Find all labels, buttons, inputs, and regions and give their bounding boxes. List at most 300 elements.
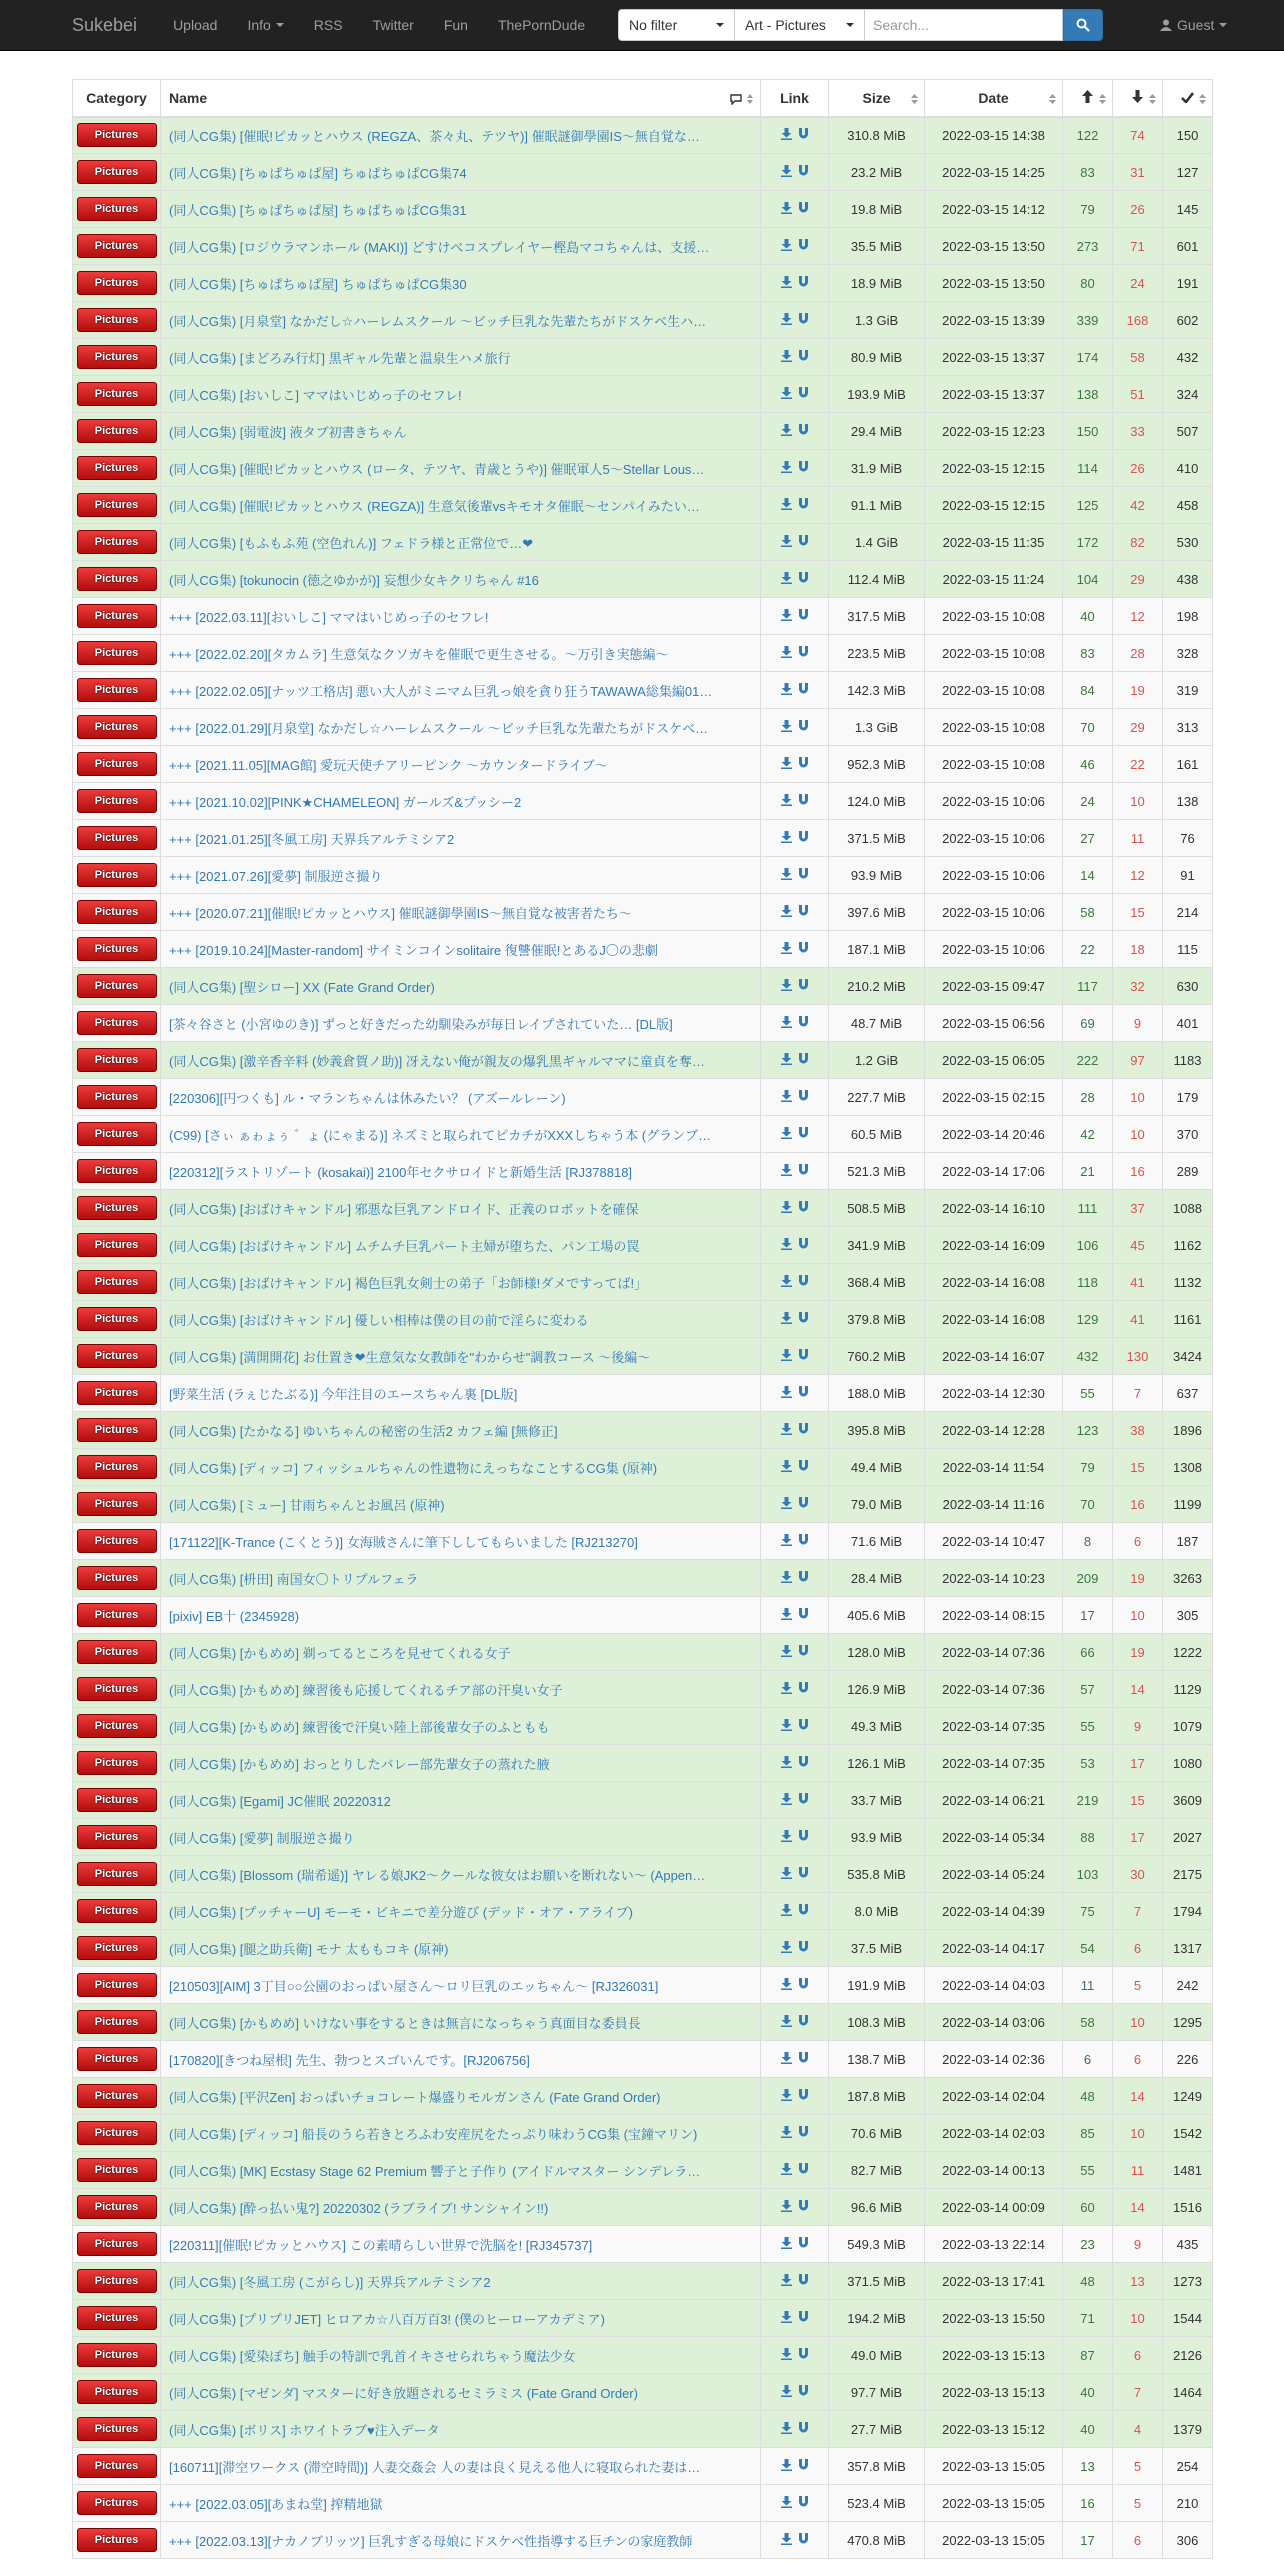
download-torrent-button[interactable] <box>781 350 792 365</box>
torrent-title-link[interactable]: (同人CG集) [腿之助兵衛] モナ 太ももコキ (原神) <box>169 1941 449 1957</box>
category-badge[interactable]: Pictures <box>77 937 157 961</box>
magnet-link-button[interactable] <box>798 2052 809 2067</box>
torrent-title-link[interactable]: (同人CG集) [tokunocin (徳之ゆかが)] 妄想少女キクリちゃん #16 <box>169 572 539 588</box>
torrent-title-link[interactable]: (同人CG集) [かもめめ] 練習後も応援してくれるチア部の汗臭い女子 <box>169 1682 563 1698</box>
torrent-title-link[interactable]: (同人CG集) [愛染ぽち] 触手の特訓で乳首イキさせられちゃう魔法少女 <box>169 2348 576 2364</box>
category-badge[interactable]: Pictures <box>77 1751 157 1775</box>
download-torrent-button[interactable] <box>781 1830 792 1845</box>
category-badge[interactable]: Pictures <box>77 1307 157 1331</box>
category-badge[interactable]: Pictures <box>77 382 157 406</box>
category-badge[interactable]: Pictures <box>77 2084 157 2108</box>
magnet-link-button[interactable] <box>798 646 809 661</box>
category-badge[interactable]: Pictures <box>77 1381 157 1405</box>
magnet-link-button[interactable] <box>798 461 809 476</box>
category-badge[interactable]: Pictures <box>77 1973 157 1997</box>
magnet-link-button[interactable] <box>798 2200 809 2215</box>
magnet-link-button[interactable] <box>798 1312 809 1327</box>
magnet-link-button[interactable] <box>798 1719 809 1734</box>
category-badge[interactable]: Pictures <box>77 493 157 517</box>
category-badge[interactable]: Pictures <box>77 1344 157 1368</box>
download-torrent-button[interactable] <box>781 1941 792 1956</box>
magnet-link-button[interactable] <box>798 1793 809 1808</box>
magnet-link-button[interactable] <box>798 1053 809 1068</box>
torrent-title-link[interactable]: +++ [2021.07.26][愛夢] 制服逆さ撮り <box>169 868 383 884</box>
torrent-title-link[interactable]: [茶々谷さと (小宮ゆのき)] ずっと好きだった幼馴染みが毎日レイプされていた… [DL版] <box>169 1016 673 1032</box>
torrent-title-link[interactable]: (同人CG集) [MK] Ecstasy Stage 62 Premium 響子と子作り (アイドルマスター シンデレラ… <box>169 2163 701 2179</box>
magnet-link-button[interactable] <box>798 720 809 735</box>
download-torrent-button[interactable] <box>781 1904 792 1919</box>
torrent-title-link[interactable]: (同人CG集) [たかなる] ゆいちゃんの秘密の生活2 カフェ編 [無修正] <box>169 1423 558 1439</box>
torrent-title-link[interactable]: [220312][ラストリゾート (kosakai)] 2100年セクサロイドと新婚生活 [RJ378818] <box>169 1164 633 1180</box>
download-torrent-button[interactable] <box>781 1312 792 1327</box>
torrent-title-link[interactable]: (同人CG集) [かもめめ] いけない事をするときは無言になっちゃう真面目な委員長 <box>169 2015 641 2031</box>
torrent-title-link[interactable]: +++ [2020.07.21][催眠!ピカッとハウス] 催眠謎御學園IS～無自覚な被害者たち～ <box>169 905 632 921</box>
category-badge[interactable]: Pictures <box>77 419 157 443</box>
magnet-link-button[interactable] <box>798 979 809 994</box>
torrent-title-link[interactable]: (同人CG集) [月泉堂] なかだし☆ハーレムスクール ～ビッチ巨乳な先輩たちがドスケベ生ハ… <box>169 313 707 329</box>
category-badge[interactable]: Pictures <box>77 197 157 221</box>
nav-theporndude[interactable]: ThePornDude <box>497 17 586 33</box>
magnet-link-button[interactable] <box>798 2089 809 2104</box>
category-badge[interactable]: Pictures <box>77 1529 157 1553</box>
magnet-link-button[interactable] <box>798 1682 809 1697</box>
torrent-title-link[interactable]: (同人CG集) [かもめめ] 剃ってるところを見せてくれる女子 <box>169 1645 511 1661</box>
torrent-title-link[interactable]: +++ [2022.03.05][あまね堂] 搾精地獄 <box>169 2496 383 2512</box>
download-torrent-button[interactable] <box>781 2015 792 2030</box>
magnet-link-button[interactable] <box>798 2163 809 2178</box>
magnet-link-button[interactable] <box>798 2348 809 2363</box>
magnet-link-button[interactable] <box>798 424 809 439</box>
magnet-link-button[interactable] <box>798 2126 809 2141</box>
download-torrent-button[interactable] <box>781 683 792 698</box>
download-torrent-button[interactable] <box>781 498 792 513</box>
download-torrent-button[interactable] <box>781 535 792 550</box>
torrent-title-link[interactable]: (同人CG集) [かもめめ] おっとりしたバレー部先輩女子の蒸れた腋 <box>169 1756 550 1772</box>
download-torrent-button[interactable] <box>781 1571 792 1586</box>
category-badge[interactable]: Pictures <box>77 2232 157 2256</box>
download-torrent-button[interactable] <box>781 942 792 957</box>
download-torrent-button[interactable] <box>781 1016 792 1031</box>
download-torrent-button[interactable] <box>781 128 792 143</box>
magnet-link-button[interactable] <box>798 2237 809 2252</box>
magnet-link-button[interactable] <box>798 2533 809 2548</box>
download-torrent-button[interactable] <box>781 1275 792 1290</box>
download-torrent-button[interactable] <box>781 1386 792 1401</box>
download-torrent-button[interactable] <box>781 2533 792 2548</box>
download-torrent-button[interactable] <box>781 572 792 587</box>
magnet-link-button[interactable] <box>798 1571 809 1586</box>
torrent-title-link[interactable]: +++ [2022.03.11][おいしこ] ママはいじめっ子のセフレ! <box>169 609 489 625</box>
category-badge[interactable]: Pictures <box>77 789 157 813</box>
download-torrent-button[interactable] <box>781 1238 792 1253</box>
category-badge[interactable]: Pictures <box>77 2417 157 2441</box>
download-torrent-button[interactable] <box>781 2200 792 2215</box>
magnet-link-button[interactable] <box>798 276 809 291</box>
magnet-link-button[interactable] <box>798 1978 809 1993</box>
magnet-link-button[interactable] <box>798 2015 809 2030</box>
category-badge[interactable]: Pictures <box>77 974 157 998</box>
torrent-title-link[interactable]: (C99) [さぃ ぁゎょぅ ゛ょ (にゃまる)] ネズミと取られてピカチがXXXしちゃう本 (グランブ… <box>169 1127 712 1143</box>
magnet-link-button[interactable] <box>798 942 809 957</box>
torrent-title-link[interactable]: (同人CG集) [催眠!ピカッとハウス (REGZA)] 生意気後輩vsキモオタ催眠～センパイみたい… <box>169 498 700 514</box>
download-torrent-button[interactable] <box>781 720 792 735</box>
torrent-title-link[interactable]: (同人CG集) [もふもふ苑 (空色れん)] フェドラ様と正常位で…❤ <box>169 535 534 551</box>
magnet-link-button[interactable] <box>798 1386 809 1401</box>
torrent-title-link[interactable]: (同人CG集) [聖シロー] XX (Fate Grand Order) <box>169 979 435 995</box>
nav-upload[interactable]: Upload <box>173 17 218 33</box>
category-badge[interactable]: Pictures <box>77 604 157 628</box>
torrent-title-link[interactable]: +++ [2022.02.05][ナッツ工格店] 悪い大人がミニマム巨乳っ娘を貪り狂うTAWAWA総集編01… <box>169 683 713 699</box>
torrent-title-link[interactable]: (同人CG集) [ボリス] ホワイトラブ♥注入データ <box>169 2422 440 2438</box>
download-torrent-button[interactable] <box>781 1349 792 1364</box>
filter-select[interactable] <box>618 9 735 41</box>
magnet-icon <box>798 1978 809 1990</box>
magnet-link-button[interactable] <box>798 498 809 513</box>
torrent-title-link[interactable]: (同人CG集) [愛夢] 制服逆さ撮り <box>169 1830 355 1846</box>
category-badge[interactable]: Pictures <box>77 2306 157 2330</box>
download-torrent-button[interactable] <box>781 1867 792 1882</box>
category-badge[interactable]: Pictures <box>77 1566 157 1590</box>
magnet-link-button[interactable] <box>798 868 809 883</box>
category-badge[interactable]: Pictures <box>77 1233 157 1257</box>
magnet-link-button[interactable] <box>798 535 809 550</box>
download-torrent-button[interactable] <box>781 646 792 661</box>
category-badge[interactable]: Pictures <box>77 308 157 332</box>
download-torrent-button[interactable] <box>781 1645 792 1660</box>
category-badge[interactable]: Pictures <box>77 2195 157 2219</box>
nav-fun[interactable]: Fun <box>443 17 468 33</box>
download-torrent-button[interactable] <box>781 1534 792 1549</box>
torrent-title-link[interactable]: +++ [2022.03.13][ナカノブリッツ] 巨乳すぎる母娘にドスケベ性指導する巨チンの家庭教師 <box>169 2533 693 2549</box>
category-badge[interactable]: Pictures <box>77 2047 157 2071</box>
category-badge[interactable]: Pictures <box>77 1122 157 1146</box>
category-badge[interactable]: Pictures <box>77 1048 157 1072</box>
link-cell <box>761 2004 829 2041</box>
download-torrent-button[interactable] <box>781 276 792 291</box>
category-badge[interactable]: Pictures <box>77 1825 157 1849</box>
torrent-title-link[interactable]: [220311][催眠!ピカッとハウス] この素晴らしい世界で洗脳を! [RJ345737] <box>169 2237 593 2253</box>
col-leechers[interactable] <box>1113 80 1163 117</box>
category-badge[interactable]: Pictures <box>77 1011 157 1035</box>
torrent-title-link[interactable]: (同人CG集) [ディッコ] フィッシュルちゃんの性遺物にえっちなことするCG集 (原神) <box>169 1460 658 1476</box>
category-badge[interactable]: Pictures <box>77 678 157 702</box>
torrent-title-link[interactable]: (同人CG集) [催眠!ピカッとハウス (REGZA、茶々丸、テツヤ)] 催眠謎御學園IS～無自覚な… <box>169 128 700 144</box>
category-badge[interactable]: Pictures <box>77 863 157 887</box>
torrent-title-link[interactable]: +++ [2021.01.25][冬風工房] 天界兵アルテミシア2 <box>169 831 455 847</box>
category-badge[interactable]: Pictures <box>77 1603 157 1627</box>
magnet-link-button[interactable] <box>798 1349 809 1364</box>
magnet-link-button[interactable] <box>798 905 809 920</box>
magnet-link-button[interactable] <box>798 831 809 846</box>
torrent-title-link[interactable]: (同人CG集) [おばけキャンドル] 邪悪な巨乳アンドロイド、正義のロボットを確保 <box>169 1201 639 1217</box>
category-badge[interactable]: Pictures <box>77 2269 157 2293</box>
download-torrent-button[interactable] <box>781 1053 792 1068</box>
magnet-link-button[interactable] <box>798 609 809 624</box>
nav-info[interactable] <box>247 17 283 33</box>
torrent-title-link[interactable]: [170820][きつね屋根] 先生、勃つとスゴいんです。[RJ206756] <box>169 2052 530 2068</box>
magnet-link-button[interactable] <box>798 239 809 254</box>
torrent-title-link[interactable]: (同人CG集) [ちゅぱちゅぱ屋] ちゅぱちゅぱCG集30 <box>169 276 467 292</box>
download-torrent-button[interactable] <box>781 2459 792 2474</box>
category-badge[interactable]: Pictures <box>77 1270 157 1294</box>
magnet-link-button[interactable] <box>798 1904 809 1919</box>
date-cell: 2022-03-15 14:25 <box>925 154 1063 191</box>
magnet-link-button[interactable] <box>798 794 809 809</box>
nav-rss[interactable]: RSS <box>313 17 343 33</box>
torrent-title-link[interactable]: (同人CG集) [ディッコ] 船長のうら若きとろふわ安産尻をたっぷり味わうCG集 (宝鐘マリン) <box>169 2126 698 2142</box>
category-badge[interactable]: Pictures <box>77 752 157 776</box>
download-torrent-button[interactable] <box>781 1719 792 1734</box>
download-torrent-button[interactable] <box>781 1127 792 1142</box>
torrent-title-link[interactable]: (同人CG集) [平沢Zen] おっぱいチョコレート爆盛りモルガンさん (Fate Grand Order) <box>169 2089 661 2105</box>
magnet-link-button[interactable] <box>798 2422 809 2437</box>
download-torrent-button[interactable] <box>781 1164 792 1179</box>
magnet-link-button[interactable] <box>798 387 809 402</box>
user-menu[interactable] <box>1160 17 1227 33</box>
category-badge[interactable]: Pictures <box>77 2454 157 2478</box>
download-torrent-button[interactable] <box>781 2385 792 2400</box>
torrent-title-link[interactable]: (同人CG集) [おばけキャンドル] 優しい相棒は僕の目の前で淫らに変わる <box>169 1312 589 1328</box>
torrent-title-link[interactable]: (同人CG集) [かもめめ] 練習後で汗臭い陸上部後輩女子のふともも <box>169 1719 550 1735</box>
torrent-title-link[interactable]: (同人CG集) [枡田] 南国女〇トリプルフェラ <box>169 1571 419 1587</box>
magnet-link-button[interactable] <box>798 1830 809 1845</box>
category-badge[interactable]: Pictures <box>77 826 157 850</box>
magnet-link-button[interactable] <box>798 2274 809 2289</box>
download-torrent-button[interactable] <box>781 1497 792 1512</box>
link-cell <box>761 154 829 191</box>
col-date[interactable] <box>925 80 1063 117</box>
download-torrent-button[interactable] <box>781 461 792 476</box>
magnet-link-button[interactable] <box>798 1497 809 1512</box>
category-badge[interactable]: Pictures <box>77 2380 157 2404</box>
download-torrent-button[interactable] <box>781 2163 792 2178</box>
category-badge[interactable]: Pictures <box>77 641 157 665</box>
category-badge[interactable]: Pictures <box>77 1677 157 1701</box>
search-input[interactable]: Search... <box>865 9 1063 41</box>
torrent-title-link[interactable]: (同人CG集) [プリプリJET] ヒロアカ☆八百万百3! (僕のヒーローアカデミア) <box>169 2311 606 2327</box>
download-torrent-button[interactable] <box>781 868 792 883</box>
seeders-cell: 172 <box>1063 524 1113 561</box>
torrent-title-link[interactable]: (同人CG集) [ちゅぱちゅぱ屋] ちゅぱちゅぱCG集31 <box>169 202 467 218</box>
category-badge[interactable]: Pictures <box>77 1085 157 1109</box>
link-cell <box>761 894 829 931</box>
magnet-link-button[interactable] <box>798 757 809 772</box>
download-torrent-button[interactable] <box>781 2422 792 2437</box>
category-badge[interactable]: Pictures <box>77 2343 157 2367</box>
download-torrent-button[interactable] <box>781 1460 792 1475</box>
name-cell <box>161 339 761 376</box>
category-badge[interactable]: Pictures <box>77 2121 157 2145</box>
download-torrent-button[interactable] <box>781 1608 792 1623</box>
torrent-title-link[interactable]: (同人CG集) [おばけキャンドル] ムチムチ巨乳パート主婦が堕ちた、パン工場の罠 <box>169 1238 640 1254</box>
magnet-link-button[interactable] <box>798 1016 809 1031</box>
magnet-link-button[interactable] <box>798 2311 809 2326</box>
category-badge[interactable]: Pictures <box>77 1418 157 1442</box>
category-cell <box>73 1042 161 1079</box>
category-badge[interactable]: Pictures <box>77 123 157 147</box>
category-badge[interactable]: Pictures <box>77 900 157 924</box>
category-badge[interactable]: Pictures <box>77 1492 157 1516</box>
col-name[interactable] <box>161 80 761 117</box>
torrent-title-link[interactable]: +++ [2021.10.02][PINK★CHAMELEON] ガールズ&プッシー2 <box>169 794 522 810</box>
magnet-link-button[interactable] <box>798 202 809 217</box>
download-torrent-button[interactable] <box>781 387 792 402</box>
link-cell <box>761 524 829 561</box>
download-torrent-button[interactable] <box>781 1793 792 1808</box>
torrent-title-link[interactable]: [160711][滞空ワークス (滞空時間)] 人妻交姦会 人の妻は良く見える他人に寝取られた妻は… <box>169 2459 701 2475</box>
download-icon <box>781 2311 792 2323</box>
magnet-link-button[interactable] <box>798 1460 809 1475</box>
download-torrent-button[interactable] <box>781 2052 792 2067</box>
download-torrent-button[interactable] <box>781 165 792 180</box>
download-torrent-button[interactable] <box>781 757 792 772</box>
category-badge[interactable]: Pictures <box>77 1862 157 1886</box>
torrent-title-link[interactable]: (同人CG集) [ロジウラマンホール (MAKI)] どすけべコスプレイヤー樫島マコちゃんは、支援… <box>169 239 710 255</box>
category-badge[interactable]: Pictures <box>77 715 157 739</box>
magnet-link-button[interactable] <box>798 1164 809 1179</box>
nav-twitter[interactable]: Twitter <box>372 17 414 33</box>
category-badge[interactable]: Pictures <box>77 2491 157 2515</box>
col-completed[interactable] <box>1163 80 1213 117</box>
torrent-title-link[interactable]: (同人CG集) [プッチャーU] モーモ・ビキニで差分遊び (デッド・オア・アライブ) <box>169 1904 634 1920</box>
download-torrent-button[interactable] <box>781 1423 792 1438</box>
magnet-link-button[interactable] <box>798 2496 809 2511</box>
download-torrent-button[interactable] <box>781 424 792 439</box>
magnet-link-button[interactable] <box>798 1127 809 1142</box>
magnet-link-button[interactable] <box>798 2385 809 2400</box>
torrent-title-link[interactable]: (同人CG集) [激辛香辛料 (妙義倉賀ノ助)] 冴えない俺が親友の爆乳黒ギャルママに童貞を奪… <box>169 1053 705 1069</box>
torrent-title-link[interactable]: [野菜生活 (ラぇじたぶる)] 今年注目のエースちゃん裏 [DL版] <box>169 1386 518 1402</box>
magnet-link-button[interactable] <box>798 1608 809 1623</box>
magnet-link-button[interactable] <box>798 128 809 143</box>
category-badge[interactable]: Pictures <box>77 271 157 295</box>
download-torrent-button[interactable] <box>781 1201 792 1216</box>
download-torrent-button[interactable] <box>781 313 792 328</box>
download-torrent-button[interactable] <box>781 609 792 624</box>
category-badge[interactable]: Pictures <box>77 1899 157 1923</box>
category-badge[interactable]: Pictures <box>77 1640 157 1664</box>
magnet-link-button[interactable] <box>798 1756 809 1771</box>
torrent-title-link[interactable]: [220306][円つくも] ル・マランちゃんは休みたい？ (アズールレーン) <box>169 1090 566 1106</box>
download-torrent-button[interactable] <box>781 1978 792 1993</box>
download-torrent-button[interactable] <box>781 202 792 217</box>
magnet-link-button[interactable] <box>798 683 809 698</box>
category-badge[interactable]: Pictures <box>77 2158 157 2182</box>
download-torrent-button[interactable] <box>781 794 792 809</box>
torrent-title-link[interactable]: +++ [2021.11.05][MAG館] 愛玩天使チアリーピンク ～カウンタードライブ～ <box>169 757 608 773</box>
magnet-link-button[interactable] <box>798 1238 809 1253</box>
magnet-link-button[interactable] <box>798 1534 809 1549</box>
category-badge[interactable]: Pictures <box>77 530 157 554</box>
download-torrent-button[interactable] <box>781 1756 792 1771</box>
category-badge[interactable]: Pictures <box>77 234 157 258</box>
torrent-title-link[interactable]: (同人CG集) [マゼンダ] マスターに好き放題されるセミラミス (Fate Grand Order) <box>169 2385 638 2401</box>
category-badge[interactable]: Pictures <box>77 160 157 184</box>
torrent-title-link[interactable]: (同人CG集) [Egami] JC催眠 20220312 <box>169 1793 391 1809</box>
seeders-cell: 70 <box>1063 709 1113 746</box>
leechers-cell: 26 <box>1113 450 1163 487</box>
magnet-link-button[interactable] <box>798 1867 809 1882</box>
category-badge[interactable]: Pictures <box>77 1788 157 1812</box>
category-badge[interactable]: Pictures <box>77 345 157 369</box>
torrent-title-link[interactable]: (同人CG集) [Blossom (瑞希遥)] ヤレる娘JK2～クールな彼女はお願いを断れない～ (Appen… <box>169 1867 706 1883</box>
torrent-title-link[interactable]: (同人CG集) [冬風工房 (こがらし)] 天界兵アルテミシア2 <box>169 2274 491 2290</box>
download-torrent-button[interactable] <box>781 2237 792 2252</box>
torrent-title-link[interactable]: (同人CG集) [弱電波] 液タブ初書きちゃん <box>169 424 407 440</box>
leechers-cell: 7 <box>1113 1375 1163 1412</box>
download-torrent-button[interactable] <box>781 239 792 254</box>
magnet-link-button[interactable] <box>798 1423 809 1438</box>
magnet-link-button[interactable] <box>798 165 809 180</box>
download-torrent-button[interactable] <box>781 2274 792 2289</box>
category-badge[interactable]: Pictures <box>77 456 157 480</box>
download-torrent-button[interactable] <box>781 1090 792 1105</box>
download-torrent-button[interactable] <box>781 1682 792 1697</box>
magnet-link-button[interactable] <box>798 2459 809 2474</box>
torrent-title-link[interactable]: (同人CG集) [催眠!ピカッとハウス (ロータ、テツヤ、青歳とうや)] 催眠軍人5～Stellar Lous… <box>169 461 705 477</box>
category-badge[interactable]: Pictures <box>77 1714 157 1738</box>
magnet-link-button[interactable] <box>798 1201 809 1216</box>
torrent-title-link[interactable]: (同人CG集) [おいしこ] ママはいじめっ子のセフレ! <box>169 387 462 403</box>
completed-cell: 435 <box>1163 2226 1213 2263</box>
download-torrent-button[interactable] <box>781 979 792 994</box>
category-badge[interactable]: Pictures <box>77 1196 157 1220</box>
category-badge[interactable]: Pictures <box>77 2010 157 2034</box>
magnet-link-button[interactable] <box>798 1090 809 1105</box>
search-button[interactable] <box>1063 9 1103 41</box>
torrent-title-link[interactable]: +++ [2022.01.29][月泉堂] なかだし☆ハーレムスクール ～ビッチ巨乳な先輩たちがドスケベ… <box>169 720 709 736</box>
download-torrent-button[interactable] <box>781 2089 792 2104</box>
col-seeders[interactable] <box>1063 80 1113 117</box>
torrent-title-link[interactable]: [pixiv] EB十 (2345928) <box>169 1608 300 1624</box>
download-torrent-button[interactable] <box>781 2496 792 2511</box>
torrent-title-link[interactable]: (同人CG集) [満開開花] お仕置き❤生意気な女教師を"わからせ"調教コース ～後編～ <box>169 1349 651 1365</box>
magnet-link-button[interactable] <box>798 1645 809 1660</box>
magnet-link-button[interactable] <box>798 350 809 365</box>
torrent-title-link[interactable]: (同人CG集) [おばけキャンドル] 褐色巨乳女剣士の弟子「お師様!ダメですってば!」 <box>169 1275 648 1291</box>
size-cell: 71.6 MiB <box>829 1523 925 1560</box>
magnet-link-button[interactable] <box>798 313 809 328</box>
torrent-title-link[interactable]: +++ [2019.10.24][Master-random] サイミンコインsolitaire 復讐催眠!とあるJ〇の悲劇 <box>169 942 658 958</box>
completed-cell: 438 <box>1163 561 1213 598</box>
torrent-title-link[interactable]: [210503][AIM] 3丁目○○公園のおっぱい屋さん～ロリ巨乳のエッちゃん～ [RJ326031] <box>169 1978 659 1994</box>
download-torrent-button[interactable] <box>781 905 792 920</box>
download-torrent-button[interactable] <box>781 2126 792 2141</box>
magnet-link-button[interactable] <box>798 1941 809 1956</box>
download-torrent-button[interactable] <box>781 2348 792 2363</box>
download-torrent-button[interactable] <box>781 2311 792 2326</box>
magnet-link-button[interactable] <box>798 1275 809 1290</box>
col-size[interactable] <box>829 80 925 117</box>
torrent-title-link[interactable]: (同人CG集) [まどろみ行灯] 黒ギャル先輩と温泉生ハメ旅行 <box>169 350 511 366</box>
category-select[interactable] <box>735 9 865 41</box>
category-cell <box>73 709 161 746</box>
category-badge[interactable]: Pictures <box>77 567 157 591</box>
torrent-title-link[interactable]: (同人CG集) [酔っ払い鬼?] 20220302 (ラブライブ! サンシャイン!!) <box>169 2200 549 2216</box>
torrent-title-link[interactable]: +++ [2022.02.20][タカムラ] 生意気なクソガキを催眠で更生させる。～万引き実態編～ <box>169 646 669 662</box>
torrent-title-link[interactable]: [171122][K-Trance (こくとう)] 女海賊さんに筆下ししてもらいました [RJ213270] <box>169 1534 638 1550</box>
download-torrent-button[interactable] <box>781 831 792 846</box>
category-badge[interactable]: Pictures <box>77 1159 157 1183</box>
torrent-title-link[interactable]: (同人CG集) [ちゅぱちゅぱ屋] ちゅぱちゅぱCG集74 <box>169 165 467 181</box>
magnet-link-button[interactable] <box>798 572 809 587</box>
col-category[interactable]: Category <box>73 80 161 117</box>
category-badge[interactable]: Pictures <box>77 1936 157 1960</box>
category-badge[interactable]: Pictures <box>77 2528 157 2552</box>
torrent-title-link[interactable]: (同人CG集) [ミュー] 甘雨ちゃんとお風呂 (原神) <box>169 1497 445 1513</box>
brand-logo[interactable]: Sukebei <box>72 14 138 35</box>
category-badge[interactable]: Pictures <box>77 1455 157 1479</box>
